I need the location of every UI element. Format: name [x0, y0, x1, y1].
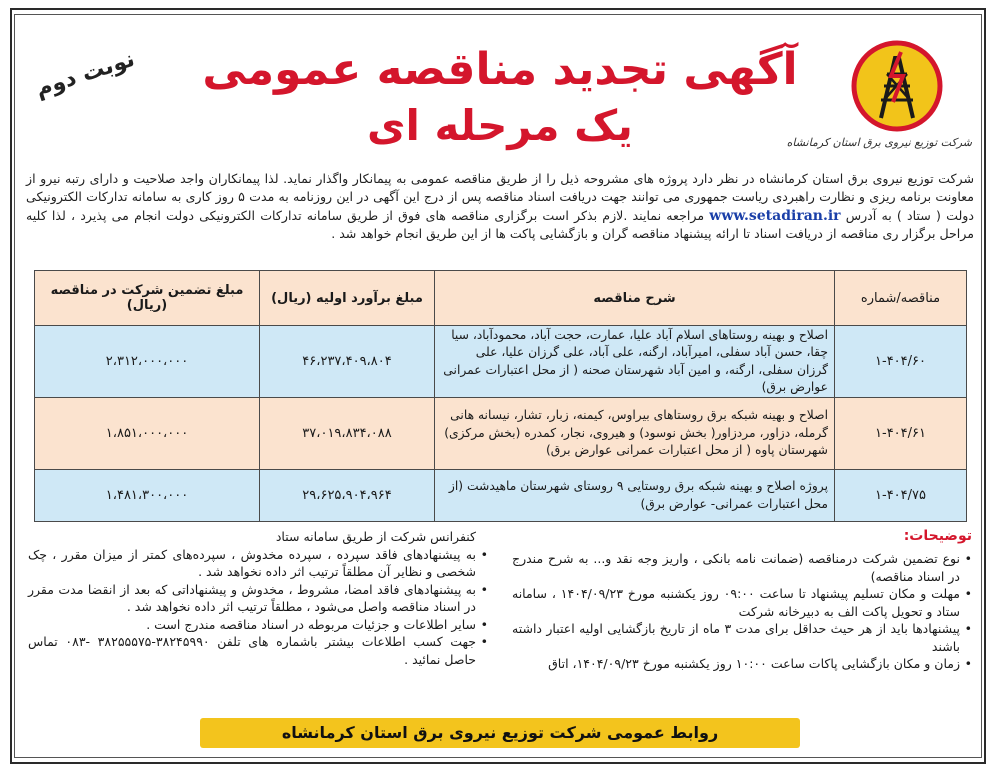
notes-right-column	[512, 550, 972, 673]
company-logo	[786, 40, 972, 160]
note-item: • به پیشنهادهای فاقد امضا، مشروط ، مخدوش و پیشنهاداتی که بعد از انقضا مدت مقرر در اسناد مناقصه واصل می‌شود ، مطلقاً ترتیب اثر داده نخواهد شد .	[28, 581, 488, 616]
tender-guarantee: ۱،۸۵۱،۰۰۰،۰۰۰	[35, 398, 260, 470]
tender-description: اصلاح و بهینه شبکه برق روستاهای بیراوس، کیمنه، زبار، تشار، نیسانه هانی گرمله، دزاور، مردزاور( بخش نوسود) و هیروی، نجار، کمدره (بخش مرکزی) شهرستان پاوه ( از محل اعتبارات عمرانی عوارض برق)	[435, 398, 835, 470]
table-row	[35, 398, 967, 470]
tender-estimate: ۴۶،۲۳۷،۴۰۹،۸۰۴	[260, 326, 435, 398]
intro-part-1: شرکت توزیع نیروی برق استان کرمانشاه در نظر دارد پروژه های مشروحه ذیل را از طریق مناقصه عمومی به پیمانکار واگذار نماید. لذا پیمانکاران واجد صلاحیت و دارای رتبه نیرو از معاونت برنامه ریزی و نظارت راهبردی ریاست جمهوری می توانند جهت دریافت اسناد مناقصه پس از درج این آگهی در این روزنامه به مدت ۵ روز کاری به سامانه تدارکات الکترونیکی دولت ( ستاد ) به آدرس	[26, 171, 974, 223]
tender-number: ۱-۴۰۴/۶۰	[835, 326, 967, 398]
note-item: • به پیشنهادهای فاقد سپرده ، سپرده مخدوش ، سپرده‌های کمتر از میزان مقرر ، چک شخصی و نظایر آن مطلقاً ترتیب اثر داده نخواهد شد .	[28, 546, 488, 581]
footer-public-relations: روابط عمومی شرکت توزیع نیروی برق استان کرمانشاه	[200, 718, 800, 748]
note-item: • جهت کسب اطلاعات بیشتر باشماره های تلفن ۳۸۲۴۵۹۹۰-۳۸۲۵۵۵۷۵ -۰۸۳ تماس حاصل نمائید .	[28, 633, 488, 668]
page-title	[200, 42, 800, 154]
header-number: مناقصه/شماره	[835, 271, 967, 326]
tender-guarantee: ۱،۴۸۱،۳۰۰،۰۰۰	[35, 470, 260, 522]
tender-description: پروژه اصلاح و بهینه شبکه برق روستایی ۹ روستای شهرستان ماهیدشت (از محل اعتبارات عمرانی- عوارض برق)	[435, 470, 835, 522]
tender-estimate: ۳۷،۰۱۹،۸۳۴،۰۸۸	[260, 398, 435, 470]
title-line-2: یک مرحله ای	[367, 101, 633, 150]
table-header-row	[35, 271, 967, 326]
note-item: • مهلت و مکان تسلیم پیشنهاد تا ساعت ۰۹:۰۰ روز یکشنبه مورخ ۱۴۰۴/۰۹/۲۳ ، سامانه ستاد و تحویل پاکت الف به دبیرخانه شرکت	[512, 585, 972, 620]
table-row	[35, 470, 967, 522]
note-item: • پیشنهادها باید از هر حیث حداقل برای مدت ۳ ماه از تاریخ بازگشایی اولیه اعتبار داشته باشند	[512, 620, 972, 655]
power-tower-icon	[851, 40, 943, 132]
intro-paragraph	[26, 170, 974, 244]
tender-number: ۱-۴۰۴/۷۵	[835, 470, 967, 522]
tender-number: ۱-۴۰۴/۶۱	[835, 398, 967, 470]
tender-table	[34, 270, 967, 522]
table-row	[35, 326, 967, 398]
header-description: شرح مناقصه	[435, 271, 835, 326]
tender-guarantee: ۲،۳۱۲،۰۰۰،۰۰۰	[35, 326, 260, 398]
round-stamp: نوبت دوم	[32, 46, 138, 103]
header-estimate: مبلغ برآورد اولیه (ریال)	[260, 271, 435, 326]
note-item: • نوع تضمین شرکت درمناقصه (ضمانت نامه بانکی ، واریز وجه نقد و... به شرح مندرج در اسناد مناقصه)	[512, 550, 972, 585]
logo-caption: شرکت توزیع نیروی برق استان کرمانشاه	[786, 136, 972, 149]
note-item: • سایر اطلاعات و جزئیات مربوطه در اسناد مناقصه مندرج است .	[28, 616, 488, 634]
tender-description: اصلاح و بهینه روستاهای اسلام آباد علیا، عمارت، حجت آباد، محمودآباد، سیا چقا، حسن آباد سفلی، امیرآباد، ارگنه، علی آباد، علی گرزان علیا، علی گرزان سفلی، ارگنه، و امین آباد شهرستان صحنه ( از محل اعتبارات عمرانی عوارض برق)	[435, 326, 835, 398]
notes-title: توضیحات:	[903, 528, 972, 544]
notes-left-column	[28, 528, 488, 668]
tender-estimate: ۲۹،۶۲۵،۹۰۴،۹۶۴	[260, 470, 435, 522]
note-item: • زمان و مکان بازگشایی پاکات ساعت ۱۰:۰۰ روز یکشنبه مورخ ۱۴۰۴/۰۹/۲۳، اتاق	[512, 655, 972, 673]
title-line-1: آگهی تجدید مناقصه عمومی	[202, 44, 798, 95]
note-continuation: کنفرانس شرکت از طریق سامانه ستاد	[275, 529, 476, 544]
setad-link[interactable]: www.setadiran.ir	[709, 207, 841, 224]
intro-part-2: مراجعه نمایند .لازم بذکر است برگزاری مناقصه های فوق از طریق سامانه تدارکات الکترونیکی دولت انجام می پذیرد ، لذا کلیه مراحل برگزار ری مناقصه از دریافت اسناد تا ارائه پیشنهاد مناقصه گران و بازگشایی پاکت ها از این طریق انجام خواهد شد .	[26, 207, 974, 242]
header-guarantee: مبلغ تضمین شرکت در مناقصه (ریال)	[35, 271, 260, 326]
